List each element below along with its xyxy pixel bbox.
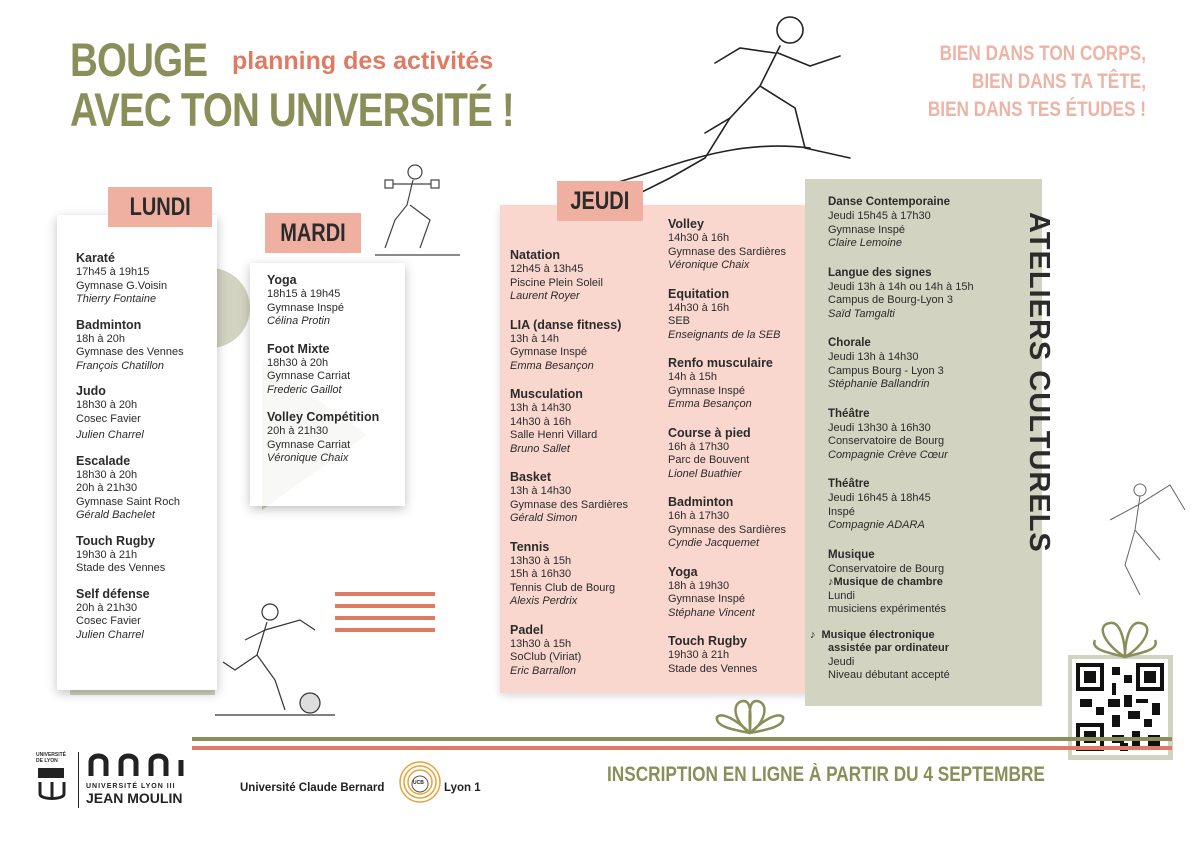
gift-bow-icon (1085, 615, 1165, 660)
list-item: Course à pied 16h à 17h30 Parc de Bouvent Lionel Buathier (668, 425, 751, 480)
musique-chambre-title: ♪Musique de chambre (828, 576, 943, 588)
list-item: Théâtre Jeudi 13h30 à 16h30 Conservatoire de Bourg Compagnie Crève Cœur (828, 407, 948, 461)
decor-stripe (335, 604, 435, 608)
musique-electro-title: ♪ Musique électronique (810, 628, 935, 641)
list-item: Musculation 13h à 14h30 14h30 à 16h Salle Henri Villard Bruno Sallet (510, 387, 598, 455)
ateliers-title: ATELIERS CULTURELS (1023, 212, 1055, 553)
lyon1-logo (240, 760, 500, 805)
jeudi-col-2 (668, 216, 808, 686)
footer-line-coral (192, 746, 1172, 750)
title-line-2: AVEC TON UNIVERSITÉ ! (70, 83, 514, 136)
list-item: Théâtre Jeudi 16h45 à 18h45 Inspé Compagnie ADARA (828, 478, 931, 531)
list-item: Langue des signes Jeudi 13h à 14h ou 14h à 15h Campus de Bourg-Lyon 3 Saïd Tamgalti (828, 266, 974, 320)
note-icon: ♪ (810, 628, 816, 641)
slogan-line: BIEN DANS TA TÊTE, (971, 70, 1146, 93)
decor-stripe (335, 592, 435, 596)
logo-small-text: UNIVERSITÉ (36, 752, 67, 758)
ateliers-list (810, 194, 1013, 693)
note-icon: ♪ (828, 576, 834, 588)
logo2-line1: UNIVERSITÉ LYON III (86, 783, 176, 790)
lundi-label: LUNDI (108, 187, 212, 227)
dancer-illustration (1100, 470, 1190, 600)
list-item: Basket 13h à 14h30 Gymnase des Sardières Gérald Simon (510, 470, 628, 524)
list-item: Chorale Jeudi 13h à 14h30 Campus Bourg - Lyon 3 Stéphanie Ballandrin (828, 337, 944, 390)
list-item: Padel 13h30 à 15h SoClub (Viriat) Eric Barrallon (510, 622, 582, 677)
runner-illustration (610, 8, 900, 203)
subtitle: planning des activités (232, 47, 494, 75)
list-item: Foot Mixte 18h30 à 20h Gymnase Carriat Frederic Gaillot (267, 341, 351, 396)
weightlifter-illustration (375, 160, 465, 260)
list-item: Touch Rugby 19h30 à 21h Stade des Vennes (668, 634, 758, 675)
bow-ornament-icon (705, 695, 795, 735)
slogan-line: BIEN DANS TON CORPS, (939, 42, 1146, 65)
inscription-text: INSCRIPTION EN LIGNE À PARTIR DU 4 SEPTEMBRE (607, 763, 1045, 786)
list-item: Danse Contemporaine Jeudi 15h45 à 17h30 Gymnase Inspé Claire Lemoine (828, 196, 951, 249)
decor-stripe (335, 616, 435, 620)
logo-divider (78, 752, 79, 808)
decor-stripe (335, 628, 435, 632)
slogan (884, 40, 1146, 124)
lundi-list (76, 250, 216, 652)
logo3-mark: UCB (413, 780, 424, 786)
list-item: Escalade 18h30 à 20h 20h à 21h30 Gymnase Saint Roch Gérald Bachelet (76, 453, 180, 521)
mardi-label: MARDI (265, 213, 361, 253)
jeudi-label: JEUDI (557, 181, 643, 221)
list-item: Musique Conservatoire de Bourg ♪Musique de chambre Lundi musiciens expérimentés ♪ Musique électronique assistée par ordinateur Jeudi Niveau débutant accepté (828, 547, 1013, 683)
list-item: Judo 18h30 à 20h Cosec Favier Julien Charrel (76, 384, 144, 441)
slogan-line: BIEN DANS TES ÉTUDES ! (927, 98, 1146, 121)
list-item: Renfo musculaire 14h à 15h Gymnase Inspé Emma Besançon (668, 356, 773, 410)
football-player-illustration (215, 600, 335, 720)
list-item: Yoga 18h à 19h30 Gymnase Inspé Stéphane Vincent (668, 564, 755, 619)
list-item: Badminton 16h à 17h30 Gymnase des Sardières Cyndie Jacquemet (668, 495, 786, 549)
list-item: Tennis 13h30 à 15h 15h à 16h30 Tennis Club de Bourg Alexis Perdrix (510, 539, 616, 607)
list-item: Touch Rugby 19h30 à 21h Stade des Vennes (76, 533, 166, 574)
jean-moulin-mark-icon (86, 750, 186, 778)
jean-moulin-logo (86, 750, 196, 806)
jeudi-col-1 (510, 247, 660, 688)
list-item: Equitation 14h30 à 16h SEB Enseignants de la SEB (668, 286, 781, 341)
list-item: Volley Compétition 20h à 21h30 Gymnase Carriat Véronique Chaix (267, 410, 380, 464)
universite-de-lyon-logo (36, 752, 72, 807)
list-item: Yoga 18h15 à 19h45 Gymnase Inspé Célina Protin (267, 273, 345, 327)
mardi-list (267, 272, 407, 476)
logo3-left: Université Claude Bernard (240, 782, 385, 794)
lion-icon (36, 764, 68, 802)
list-item: Karaté 17h45 à 19h15 Gymnase G.Voisin Thierry Fontaine (76, 251, 168, 305)
title-line-1: BOUGE (70, 33, 208, 86)
list-item: Natation 12h45 à 13h45 Piscine Plein Soleil Laurent Royer (510, 248, 603, 302)
footer-line-olive (192, 737, 1172, 741)
logo2-line2: JEAN MOULIN (86, 790, 183, 806)
list-item: Badminton 18h à 20h Gymnase des Vennes François Chatillon (76, 317, 184, 372)
logo3-right: Lyon 1 (444, 782, 481, 794)
list-item: Self défense 20h à 21h30 Cosec Favier Julien Charrel (76, 586, 150, 641)
list-item: LIA (danse fitness) 13h à 14h Gymnase Inspé Emma Besançon (510, 317, 622, 372)
logo-small-text: DE LYON (36, 758, 58, 764)
list-item: Volley 14h30 à 16h Gymnase des Sardières Véronique Chaix (668, 217, 786, 271)
